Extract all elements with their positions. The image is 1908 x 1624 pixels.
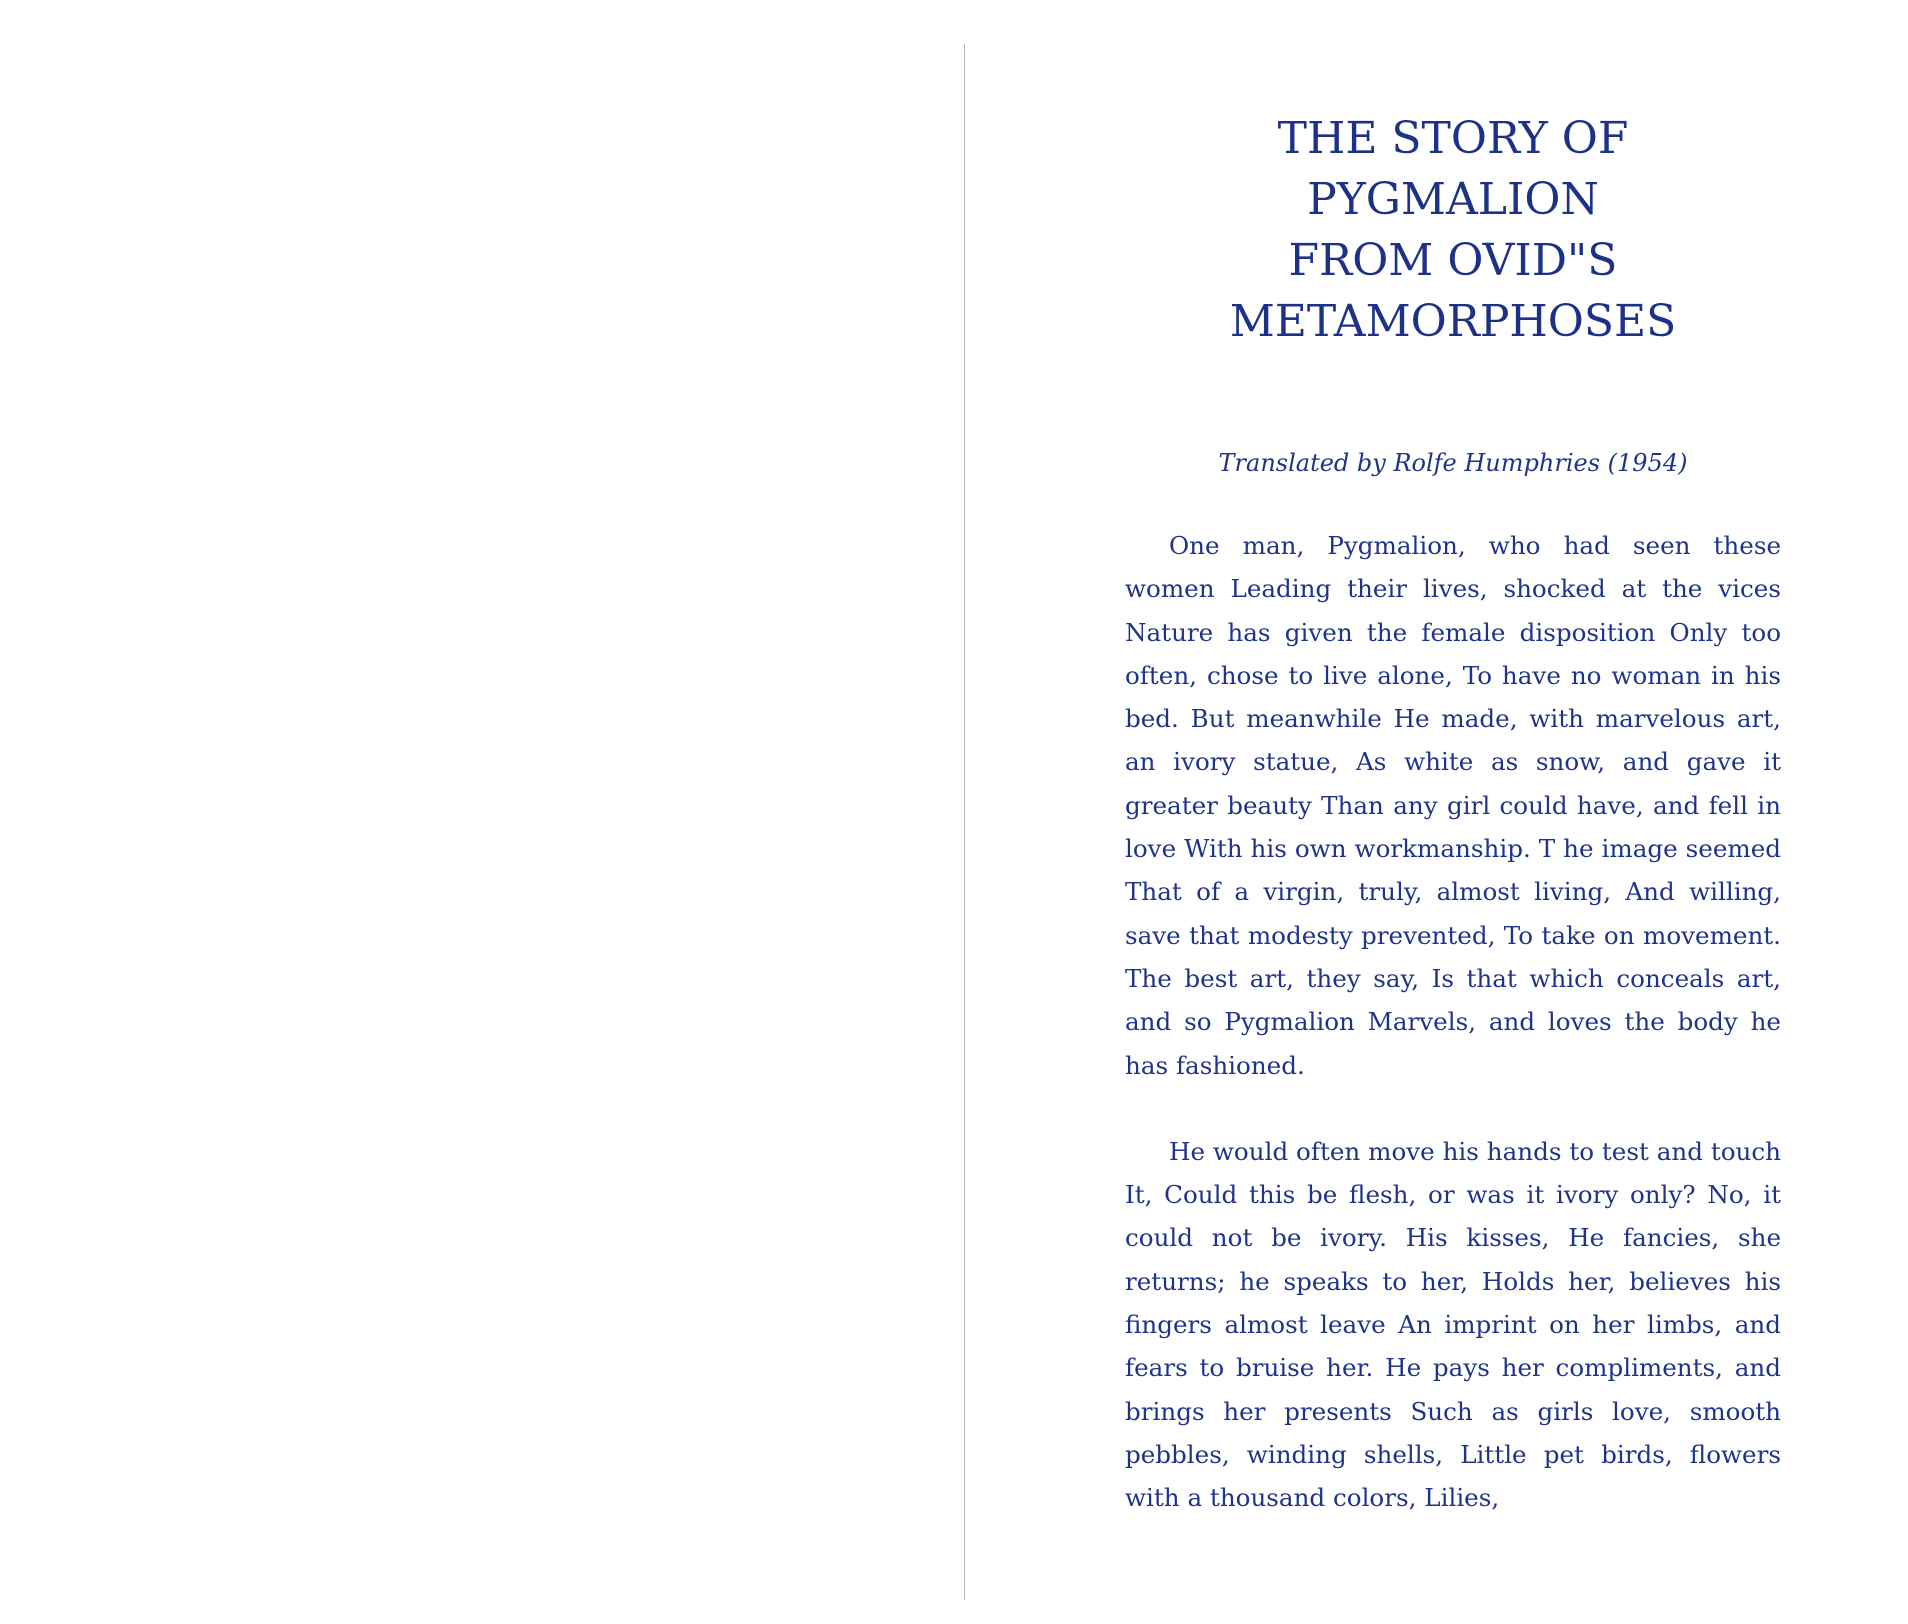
story-title: THE STORY OF PYGMALION FROM OVID"S METAMORPHOSES <box>1229 113 1677 347</box>
translator-credit: Translated by Rolfe Humphries (1954) <box>1218 449 1688 477</box>
paragraph-1: One man, Pygmalion, who had seen these women Leading their lives, shocked at the vices Nature has given the female disposition Only too often, chose to live alone, To have no woman in his bed. But meanwhile He made, with marvelous art, an ivory statue, As white as snow, and gave it greater beauty Than any girl could have, and fell in love With his own workmanship. T he image seemed That of a virgin, truly, almost living, And willing, save that modesty prevented, To take on movement. The best art, they say, Is that which conceals art, and so Pygmalion Marvels, and loves the body he has fashioned. <box>1125 531 1781 1080</box>
right-page <box>965 0 1908 1624</box>
text-column <box>1125 108 1781 1520</box>
paragraph-2: He would often move his hands to test and touch It, Could this be flesh, or was it ivory only? No, it could not be ivory. His kisses, He fancies, she returns; he speaks to her, Holds her, believes his fingers almost leave An imprint on her limbs, and fears to bruise her. He pays her compliments, and brings her presents Such as girls love, smooth pebbles, winding shells, Little pet birds, flowers with a thousand colors, Lilies, <box>1125 1136 1781 1513</box>
